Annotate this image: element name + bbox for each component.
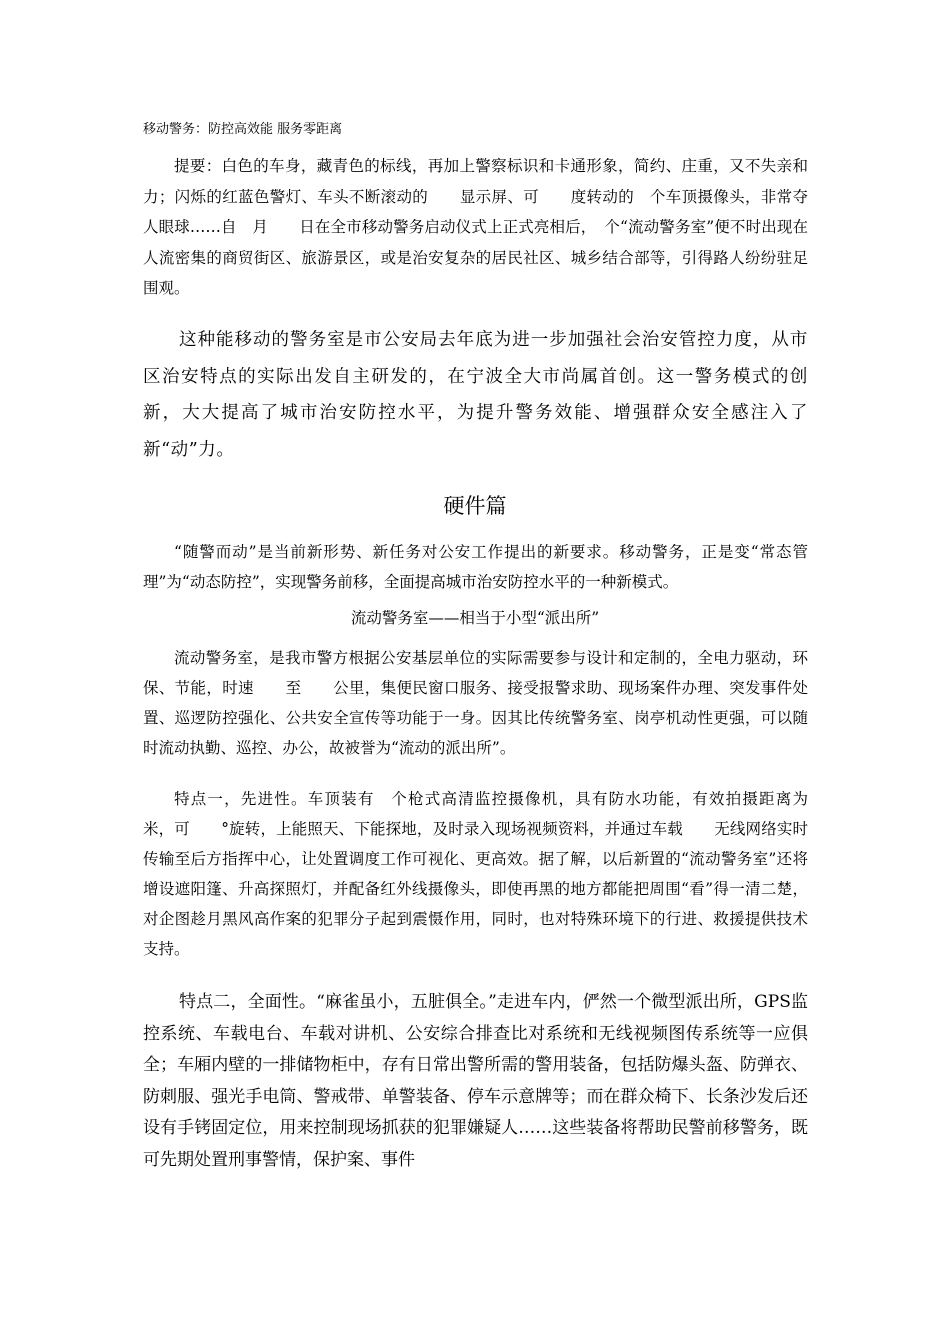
- description-paragraph: 流动警务室，是我市警方根据公安基层单位的实际需要参与设计和定制的，全电力驱动，环保、节能，时速 至 公里，集便民窗口服务、接受报警求助、现场案件办理、突发事件处置、巡逻防控强化、公共安全宣传等功能于一身。因其比传统警务室、岗亭机动性更强，可以随时流动执勤、巡控、办公，故被誉为“流动的派出所”。: [143, 649, 808, 757]
- feature-one-paragraph: 特点一，先进性。车顶装有 个枪式高清监控摄像机，具有防水功能，有效拍摄距离为 米，可 °旋转，上能照天、下能探地，及时录入现场视频资料，并通过车载 无线网络实时传输至后方指挥中心，让处置调度工作可视化、更高效。据了解，以后新置的“流动警务室”还将增设遮阳篷、升高探照灯，并配备红外线摄像头，即使再黑的地方都能把周围“看”得一清二楚，对企图趁月黑风高作案的犯罪分子起到震慑作用，同时，也对特殊环境下的行进、救援提供技术支持。: [143, 790, 824, 958]
- abstract-paragraph: 提要：白色的车身，藏青色的标线，再加上警察标识和卡通形象，简约、庄重，又不失亲和力；闪烁的红蓝色警灯、车头不断滚动的 显示屏、可 度转动的 个车顶摄像头，非常夺人眼球……自 月 日在全市移动警务启动仪式上正式亮相后， 个“流动警务室”便不时出现在人流密集的商贸街区、旅游景区，或是治安复杂的居民社区、城乡结合部等，引得路人纷纷驻足围观。: [143, 157, 808, 297]
- section-intro-paragraph: “随警而动”是当前新形势、新任务对公安工作提出的新要求。移动警务，正是变“常态管理”为“动态防控”，实现警务前移，全面提高城市治安防控水平的一种新模式。: [143, 543, 808, 591]
- intro-paragraph: 这种能移动的警务室是市公安局去年底为进一步加强社会治安管控力度，从市区治安特点的实际出发自主研发的，在宁波全大市尚属首创。这一警务模式的创新，大大提高了城市治安防控水平，为提升警务效能、增强群众安全感注入了新“动”力。: [143, 330, 808, 460]
- section-heading: 硬件篇: [443, 494, 507, 518]
- document-title: 移动警务：防控高效能 服务零距离: [143, 122, 343, 137]
- subheading: 流动警务室——相当于小型“派出所”: [350, 609, 600, 627]
- feature-two-paragraph: 特点二，全面性。“麻雀虽小，五脏俱全。”走进车内，俨然一个微型派出所，GPS监控系统、车载电台、车载对讲机、公安综合排查比对系统和无线视频图传系统等一应俱全；车厢内壁的一排储物柜中，存有日常出警所需的警用装备，包括防爆头盔、防弹衣、防刺服、强光手电筒、警戒带、单警装备、停车示意牌等；而在群众椅下、长条沙发后还设有手铐固定位，用来控制现场抓获的犯罪嫌疑人……这些装备将帮助民警前移警务，既可先期处置刑事警情，保护案、事件: [143, 992, 808, 1170]
